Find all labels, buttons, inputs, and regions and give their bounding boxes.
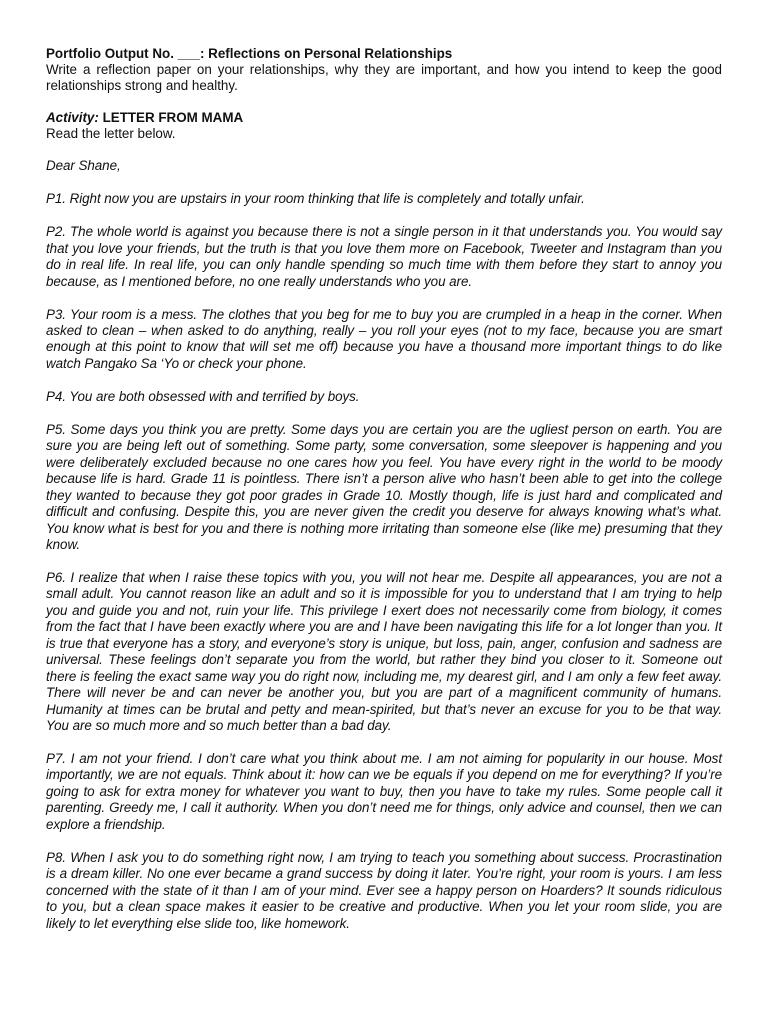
letter-paragraph-3: P3. Your room is a mess. The clothes that you beg for me to buy you are crumpled in a heap in the corner. When asked to clean – when asked to do anything, really – you roll your eyes (not to my face, because you are smart enough at this point to know that will set me off) because you have a thousand more important things to do like watch Pangako Sa ‘Yo or check your phone. (46, 306, 722, 371)
activity-name: LETTER FROM MAMA (102, 109, 244, 125)
letter-paragraph-7: P7. I am not your friend. I don’t care what you think about me. I am not aiming for popularity in our house. Most importantly, we are not equals. Think about it: how can we be equals if you depend on me for everything? If you’re going to ask for extra money for whatever you want to buy, then you have to take my rules. Some people call it parenting. Greedy me, I call it authority. When you don’t need me for things, only advice and counsel, then we can explore a friendship. (46, 750, 722, 832)
letter-paragraph-4: P4. You are both obsessed with and terrified by boys. (46, 388, 360, 404)
instruction-text: Write a reflection paper on your relationships, why they are important, and how you intend to keep the good relationships strong and healthy. (46, 62, 722, 94)
portfolio-title: Portfolio Output No. ___: Reflections on Personal Relationships (46, 46, 453, 61)
letter-greeting: Dear Shane, (46, 158, 121, 174)
letter-paragraph-2: P2. The whole world is against you because there is not a single person in it that understands you. You would say that you love your friends, but the truth is that you love them more on Facebook, Tweeter and Instagram than you do in real life. In real life, you can only handle spending so much time with them before they start to annoy you because, as I mentioned before, no one really understands who you are. (46, 224, 722, 289)
activity-heading (46, 110, 722, 126)
letter-paragraph-8: P8. When I ask you to do something right now, I am trying to teach you something about success. Procrastination is a dream killer. No one ever became a grand success by doing it later. You’re right, your room is yours. I am less concerned with the state of it than I am of your mind. Ever see a happy person on Hoarders? It sounds ridiculous to you, but a clean space makes it easier to be creative and productive. When you let your room slide, you are likely to let everything else slide too, like homework. (46, 849, 722, 931)
letter-paragraph-1: P1. Right now you are upstairs in your room thinking that life is completely and totally unfair. (46, 191, 585, 207)
letter-paragraph-5: P5. Some days you think you are pretty. Some days you are certain you are the ugliest person on earth. You are sure you are being left out of something. Some party, some conversation, some sleepover is happening and you were deliberately excluded because no one cares how you feel. You have every right in the world to be moody because life is hard. Grade 11 is pointless. There isn’t a person alive who hasn’t been able to get into the college they wanted to because they got poor grades in Grade 10. Mostly though, life is just hard and complicated and difficult and confusing. Despite this, you are never given the credit you deserve for always knowing what’s what. You know what is best for you and there is nothing more irritating than someone else (like me) presuming that they know. (46, 421, 722, 552)
activity-label: Activity: (46, 109, 99, 125)
read-instruction: Read the letter below. (46, 125, 176, 141)
letter-body (46, 158, 722, 932)
letter-paragraph-6: P6. I realize that when I raise these topics with you, you will not hear me. Despite all appearances, you are not a small adult. You cannot reason like an adult and so it is impossible for you to understand that I am trying to help you and guide you and not, ruin your life. This privilege I exert does not necessarily come from biology, it comes from the fact that I have been exactly where you are and I have been navigating this life for a lot longer than you. It is true that everyone has a story, and everyone’s story is unique, but loss, pain, anger, confusion and sadness are universal. These feelings don’t separate you from the world, but rather they bind you closer to it. Someone out there is feeling the exact same way you do right now, including me, my dearest girl, and I am only a few feet away. There will never be and can never be another you, but you are part of a magnificent community of humans. Humanity at times can be brutal and petty and mean-spirited, but that’s never an excuse for you to be that way. You are so much more and so much better than a bad day. (46, 569, 722, 733)
